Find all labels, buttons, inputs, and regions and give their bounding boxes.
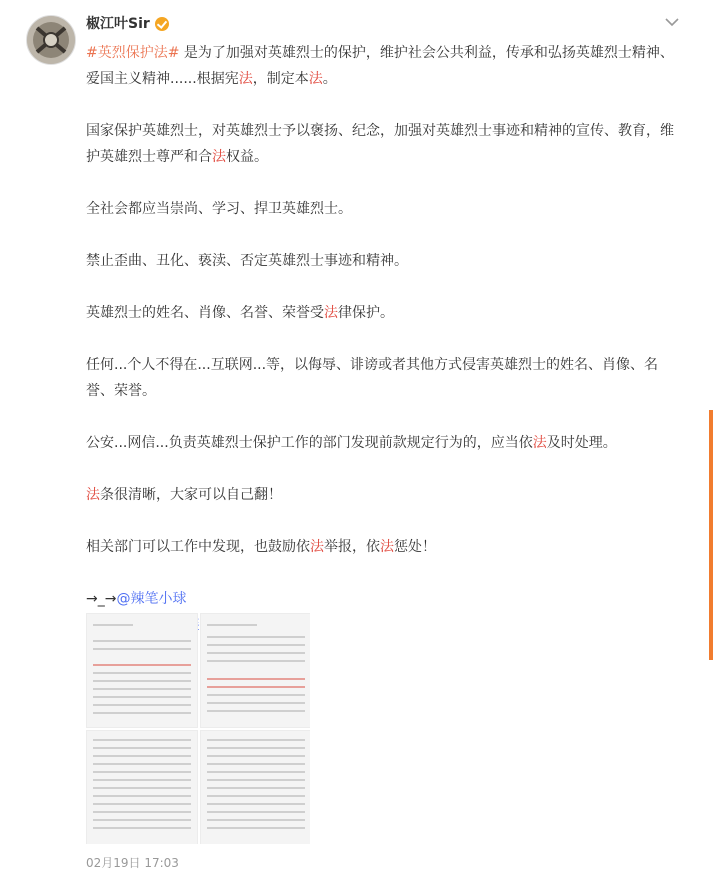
paragraph-3: 全社会都应当崇尚、学习、捍卫英雄烈士。 <box>86 201 352 217</box>
scrollbar[interactable] <box>709 410 713 660</box>
paragraph-2 <box>86 118 686 170</box>
image-grid <box>86 613 310 844</box>
more-options-button[interactable] <box>662 14 682 30</box>
text: →_→ <box>86 591 117 607</box>
text: 条很清晰，大家可以自己翻！ <box>100 487 282 503</box>
author-name[interactable]: 椒江叶Sir <box>86 16 150 32</box>
text: ，制定本 <box>252 71 309 87</box>
text: 及时处理。 <box>546 435 617 451</box>
keyword-highlight: 法 <box>212 149 226 165</box>
verified-badge-icon <box>155 17 169 31</box>
keyword-highlight: 法 <box>86 487 100 503</box>
mention-link[interactable]: @辣笔小球 <box>116 591 187 607</box>
paragraph-9 <box>86 534 686 560</box>
text: 权益。 <box>226 149 268 165</box>
mention-line <box>86 586 686 612</box>
post-image-4[interactable] <box>200 730 310 844</box>
chevron-down-icon <box>665 18 679 27</box>
paragraph-1 <box>86 40 686 92</box>
paragraph-5 <box>86 300 686 326</box>
author-name-row <box>86 14 169 34</box>
keyword-highlight: 法 <box>308 71 323 87</box>
keyword-highlight: 法 <box>324 305 338 321</box>
text: 公安...网信...负责英雄烈士保护工作的部门发现前款规定行为的，应当依 <box>86 435 533 451</box>
paragraph-7 <box>86 430 686 456</box>
keyword-highlight: 法 <box>532 435 547 451</box>
paragraph-8 <box>86 482 686 508</box>
keyword-highlight: 法 <box>380 539 394 555</box>
text: 国家保护英雄烈士，对英雄烈士予以褒扬、纪念，加强对英雄烈士事迹和精神的宣传、教育，维护英雄烈士尊严和合 <box>86 123 674 165</box>
keyword-highlight: 法 <box>238 71 253 87</box>
paragraph-4: 禁止歪曲、丑化、亵渎、否定英雄烈士事迹和精神。 <box>86 253 408 269</box>
text: 相关部门可以工作中发现，也鼓励依 <box>86 539 310 555</box>
keyword-highlight: 法 <box>310 539 324 555</box>
post-content <box>86 40 686 638</box>
text: 举报，依 <box>324 539 380 555</box>
topic-link[interactable]: #英烈保护法# <box>86 45 180 61</box>
post-image-3[interactable] <box>86 730 198 844</box>
avatar[interactable] <box>26 15 76 65</box>
post-timestamp[interactable]: 02月19日 17:03 <box>86 856 179 870</box>
text: 律保护。 <box>338 305 394 321</box>
text: 。 <box>322 71 337 87</box>
post-image-1[interactable] <box>86 613 198 728</box>
post-image-2[interactable] <box>200 613 310 728</box>
text: 惩处！ <box>394 539 436 555</box>
avatar-image <box>27 16 75 64</box>
text: 英雄烈士的姓名、肖像、名誉、荣誉受 <box>86 305 324 321</box>
text: 是为了加强对英雄烈士的保护，维护社会公共利益，传承和弘扬英雄烈士精神、爱国主义精神......根据宪 <box>86 45 674 87</box>
paragraph-6: 任何...个人不得在...互联网...等，以侮辱、诽谤或者其他方式侵害英雄烈士的姓名、肖像、名誉、荣誉。 <box>86 357 659 399</box>
